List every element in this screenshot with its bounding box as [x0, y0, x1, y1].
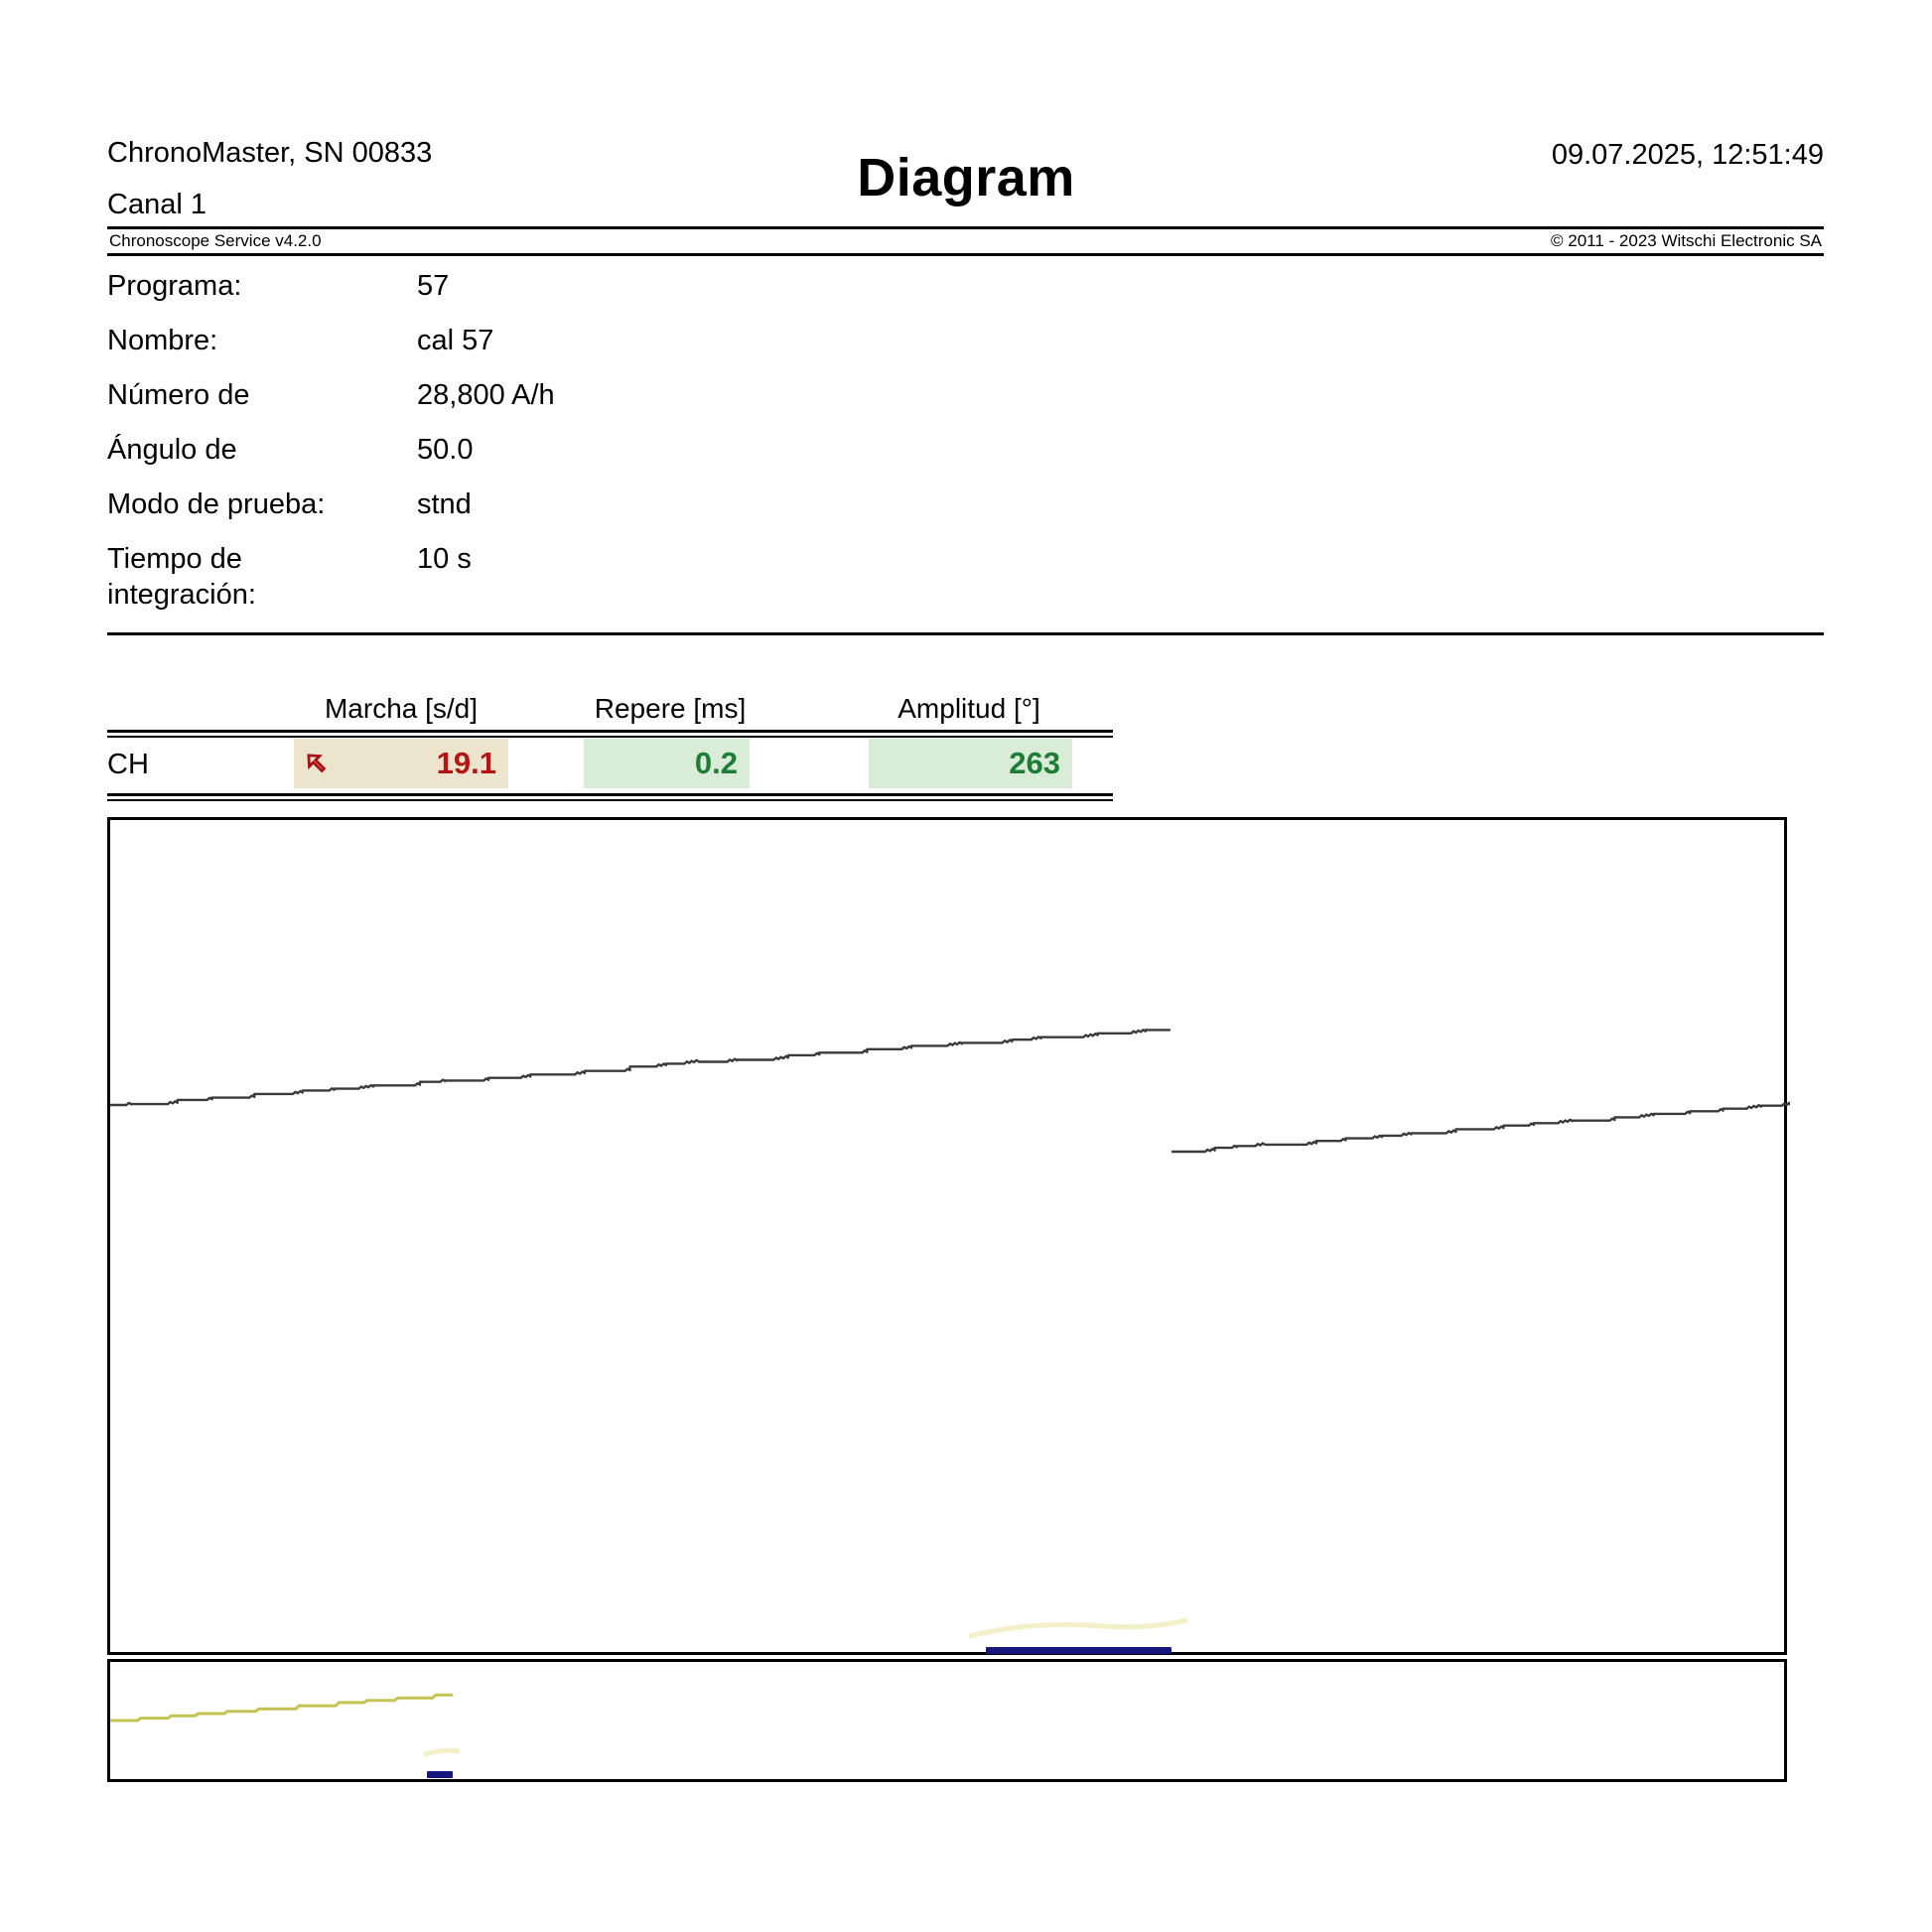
- rate-value-cell: [294, 739, 508, 788]
- param-value: cal 57: [417, 325, 494, 356]
- column-header-amplitude: Amplitud [°]: [897, 693, 1040, 724]
- diagram-canvas: [110, 1662, 1790, 1785]
- version-band: [107, 226, 1824, 256]
- report-datetime: 09.07.2025, 12:51:49: [1551, 139, 1824, 171]
- param-label: Modo de prueba:: [107, 488, 326, 520]
- parameter-list: [107, 268, 862, 631]
- param-row-numero: [107, 377, 862, 413]
- param-label: Programa:: [107, 270, 242, 302]
- column-header-rate: Marcha [s/d]: [324, 693, 479, 724]
- beat-error-tick: [427, 1771, 453, 1778]
- param-label: Tiempo de integración:: [107, 543, 256, 611]
- software-version: Chronoscope Service v4.2.0: [109, 231, 322, 250]
- beat-error-value-cell: [584, 739, 750, 788]
- param-value: stnd: [417, 488, 472, 520]
- param-row-tiempo: [107, 541, 862, 613]
- amplitude-value: 263: [1009, 746, 1060, 780]
- param-label: Número de: [107, 379, 250, 411]
- param-value: 57: [417, 270, 450, 302]
- section-divider: [107, 632, 1824, 635]
- diagram-lower-panel: [107, 1659, 1787, 1782]
- rate-trace-segment-1: [110, 1030, 1170, 1105]
- amplitude-value-cell: [869, 739, 1072, 788]
- beat-error-marker: [986, 1647, 1172, 1654]
- channel-label: Canal 1: [107, 189, 207, 220]
- channel-row-label: CH: [107, 749, 149, 780]
- param-value: 28,800 A/h: [417, 379, 555, 411]
- table-rule-top: [107, 730, 1113, 738]
- param-value: 50.0: [417, 434, 474, 466]
- faint-amplitude-mark: [424, 1750, 460, 1755]
- param-row-programa: [107, 268, 862, 304]
- amplitude-trace-segment: [110, 1695, 452, 1721]
- page-title: Diagram: [857, 148, 1075, 207]
- faint-amplitude-mark: [969, 1620, 1187, 1636]
- param-label: Nombre:: [107, 325, 218, 356]
- beat-error-value: 0.2: [694, 746, 738, 780]
- table-rule-bottom: [107, 793, 1113, 801]
- device-name: ChronoMaster, SN 00833: [107, 137, 433, 169]
- copyright-text: © 2011 - 2023 Witschi Electronic SA: [1551, 231, 1822, 250]
- param-value: 10 s: [417, 543, 472, 575]
- rate-trace-segment-2: [1173, 1103, 1790, 1152]
- column-header-beat-error: Repere [ms]: [594, 693, 747, 724]
- diagram-upper-panel: [107, 817, 1787, 1655]
- diagram-canvas: [110, 820, 1790, 1658]
- rate-trend-arrow-icon: [304, 751, 330, 776]
- rate-value: 19.1: [436, 746, 496, 780]
- param-label: Ángulo de: [107, 434, 237, 466]
- param-row-nombre: [107, 323, 862, 358]
- param-row-modo: [107, 486, 862, 522]
- param-row-angulo: [107, 432, 862, 468]
